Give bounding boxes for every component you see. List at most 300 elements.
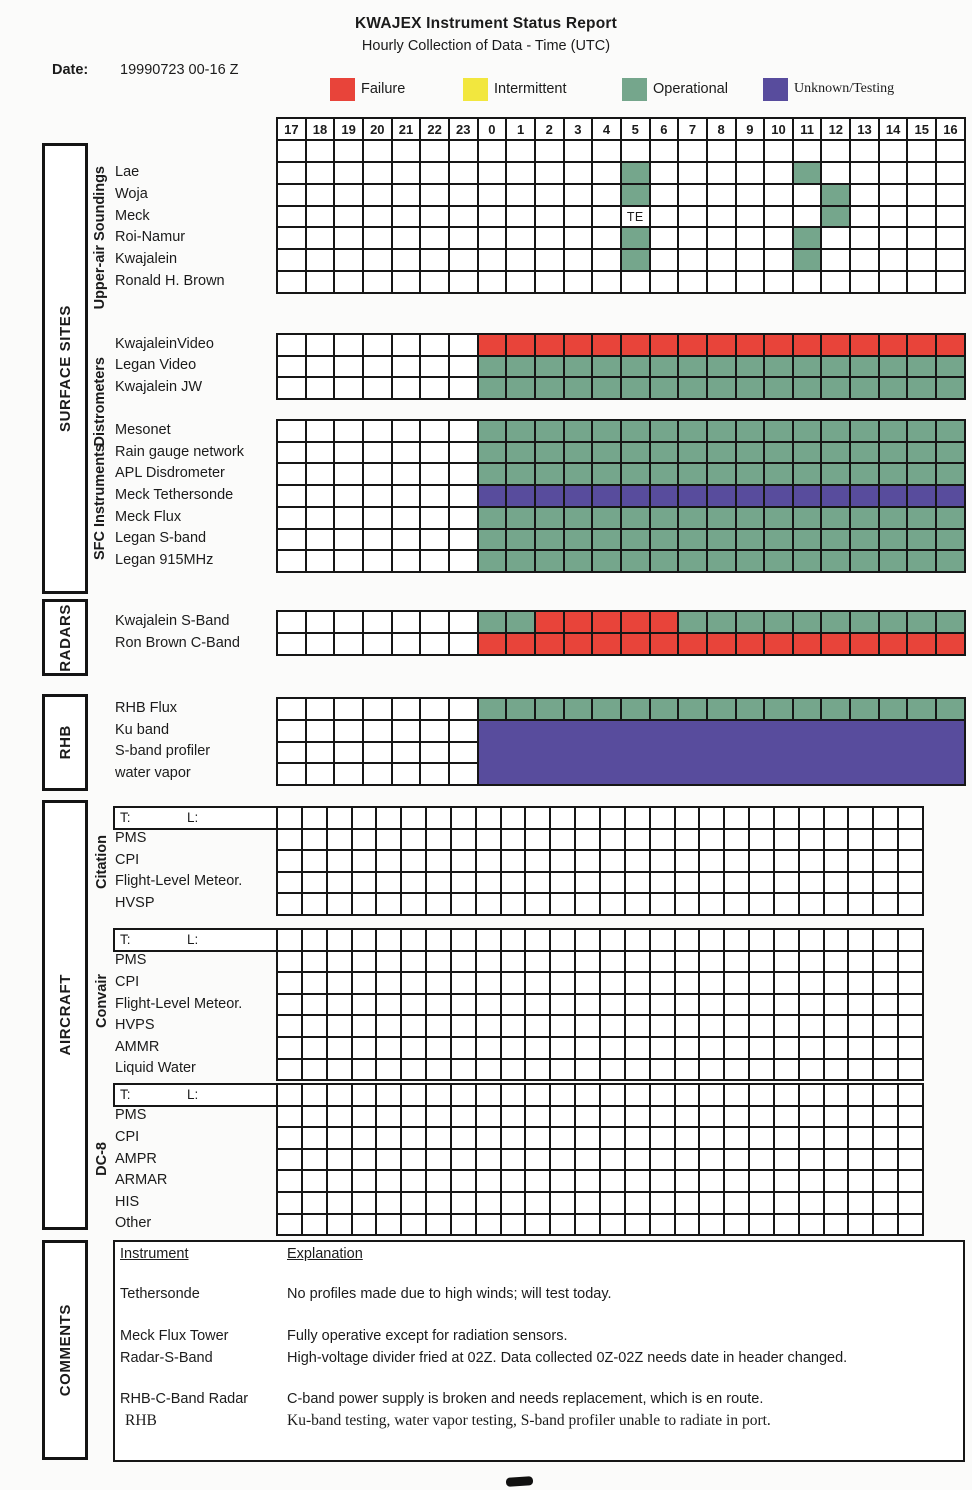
status-cell [277, 485, 306, 507]
grid-convair-trow [113, 928, 924, 952]
status-cell [793, 420, 822, 442]
status-cell [724, 972, 749, 994]
status-cell [675, 1059, 700, 1081]
status-cell [449, 698, 478, 720]
status-cell [936, 334, 965, 356]
status-cell [898, 1084, 923, 1106]
status-cell [277, 442, 306, 464]
status-cell [879, 162, 908, 184]
status-cell [873, 994, 898, 1016]
status-cell [850, 633, 879, 655]
status-cell [376, 1214, 401, 1236]
status-cell [764, 162, 793, 184]
status-cell [420, 420, 449, 442]
status-cell [749, 1127, 774, 1149]
status-cell [650, 377, 679, 399]
status-cell [506, 507, 535, 529]
status-cell [306, 611, 335, 633]
status-cell [699, 1192, 724, 1214]
status-cell [650, 334, 679, 356]
status-cell [550, 1106, 575, 1128]
comment-row [115, 1286, 963, 1308]
status-cell [451, 1170, 476, 1192]
subgroup-label-text: Convair [94, 974, 110, 1028]
status-cell [478, 507, 507, 529]
status-cell [821, 162, 850, 184]
status-cell [525, 1106, 550, 1128]
status-cell [277, 249, 306, 271]
status-cell [600, 1084, 625, 1106]
date-label: Date: [52, 62, 89, 78]
status-cell [592, 271, 621, 293]
status-cell [764, 442, 793, 464]
status-cell [749, 1170, 774, 1192]
status-cell [476, 1106, 501, 1128]
status-cell [898, 1037, 923, 1059]
status-cell [327, 1192, 352, 1214]
status-cell [724, 929, 749, 951]
status-cell [879, 442, 908, 464]
status-cell [699, 929, 724, 951]
status-cell [449, 334, 478, 356]
status-cell [277, 271, 306, 293]
status-cell [506, 377, 535, 399]
status-cell [550, 829, 575, 851]
status-cell [799, 951, 824, 973]
status-cell [564, 633, 593, 655]
status-cell [724, 1127, 749, 1149]
status-cell [535, 611, 564, 633]
status-cell [678, 507, 707, 529]
status-cell [363, 249, 392, 271]
status-cell [824, 1059, 849, 1081]
status-cell [449, 162, 478, 184]
status-cell [749, 994, 774, 1016]
grid-dc8-trow [113, 1083, 924, 1107]
status-cell [392, 420, 421, 442]
status-cell [879, 485, 908, 507]
status-cell [376, 850, 401, 872]
status-cell [476, 829, 501, 851]
grid-row [277, 1170, 923, 1192]
grid-row [277, 951, 923, 973]
status-cell [675, 1214, 700, 1236]
status-cell [501, 872, 526, 894]
status-cell [650, 420, 679, 442]
row-label: Rain gauge network [115, 443, 244, 460]
status-cell [736, 249, 765, 271]
status-cell [600, 972, 625, 994]
status-cell [724, 1149, 749, 1171]
status-cell [352, 893, 377, 915]
status-cell [277, 872, 302, 894]
status-cell [936, 420, 965, 442]
grid-row [277, 356, 965, 378]
status-cell [774, 994, 799, 1016]
row-label: Lae [115, 163, 140, 180]
comments-header-explanation: Explanation [287, 1246, 363, 1262]
status-cell [363, 763, 392, 785]
status-cell [848, 1192, 873, 1214]
status-cell [650, 893, 675, 915]
status-cell [724, 1214, 749, 1236]
status-cell [907, 249, 936, 271]
status-cell [936, 611, 965, 633]
status-cell [879, 507, 908, 529]
status-cell [334, 633, 363, 655]
status-cell [650, 1149, 675, 1171]
status-cell [793, 162, 822, 184]
status-cell [277, 807, 302, 829]
status-cell [799, 1170, 824, 1192]
status-cell [907, 334, 936, 356]
status-cell [650, 1037, 675, 1059]
comment-explanation: C-band power supply is broken and needs replacement, which is en route. [287, 1391, 764, 1407]
status-cell [376, 929, 401, 951]
status-cell [850, 227, 879, 249]
status-cell [352, 929, 377, 951]
row-label: HIS [115, 1193, 140, 1210]
status-cell [774, 972, 799, 994]
status-cell [334, 377, 363, 399]
status-cell [850, 249, 879, 271]
status-cell [277, 850, 302, 872]
status-cell [376, 1127, 401, 1149]
status-cell [724, 1106, 749, 1128]
hour-cell: 11 [793, 118, 822, 140]
row-label: Legan 915MHz [115, 552, 214, 569]
hour-cell: 22 [420, 118, 449, 140]
status-cell [449, 420, 478, 442]
status-cell [592, 334, 621, 356]
status-cell [352, 1214, 377, 1236]
status-cell [575, 972, 600, 994]
status-cell [302, 1127, 327, 1149]
sidebar-group-aircraft [42, 800, 88, 1230]
comments-header-instrument: Instrument [120, 1246, 189, 1262]
status-cell [724, 829, 749, 851]
status-cell [564, 485, 593, 507]
status-cell [277, 463, 306, 485]
status-cell [907, 140, 936, 162]
status-cell [850, 377, 879, 399]
status-cell [506, 140, 535, 162]
grid-row [277, 850, 923, 872]
status-cell [621, 162, 650, 184]
status-cell [650, 227, 679, 249]
status-cell [392, 742, 421, 764]
status-cell [592, 227, 621, 249]
status-cell [873, 1037, 898, 1059]
status-cell [824, 1127, 849, 1149]
status-cell [363, 720, 392, 742]
status-cell [535, 206, 564, 228]
status-cell [564, 611, 593, 633]
sidebar-group-rhb [42, 694, 88, 791]
status-cell [327, 929, 352, 951]
status-cell [764, 227, 793, 249]
status-cell [306, 249, 335, 271]
status-cell [850, 206, 879, 228]
status-cell [575, 1170, 600, 1192]
status-cell [848, 850, 873, 872]
status-cell [824, 1170, 849, 1192]
status-cell [451, 1149, 476, 1171]
hour-cell: 9 [736, 118, 765, 140]
status-cell [678, 271, 707, 293]
status-cell [476, 1192, 501, 1214]
status-cell [799, 1015, 824, 1037]
status-cell [550, 951, 575, 973]
status-cell [650, 507, 679, 529]
status-cell [363, 485, 392, 507]
status-cell [476, 1149, 501, 1171]
status-cell [334, 611, 363, 633]
status-cell [821, 271, 850, 293]
status-cell [525, 1037, 550, 1059]
status-cell [774, 1214, 799, 1236]
status-cell [451, 850, 476, 872]
hour-header [276, 117, 966, 141]
status-cell [707, 442, 736, 464]
status-cell [736, 507, 765, 529]
status-cell [564, 377, 593, 399]
status-cell [678, 206, 707, 228]
status-cell [476, 929, 501, 951]
status-cell [535, 356, 564, 378]
status-cell [426, 1059, 451, 1081]
status-cell [678, 442, 707, 464]
status-cell [824, 893, 849, 915]
status-cell [451, 994, 476, 1016]
hour-cell: 21 [392, 118, 421, 140]
comment-instrument: RHB-C-Band Radar [120, 1391, 249, 1407]
status-cell [824, 872, 849, 894]
takeoff-label: T: [120, 1087, 131, 1103]
status-cell [824, 972, 849, 994]
status-cell [506, 529, 535, 551]
status-cell [821, 227, 850, 249]
status-cell [564, 162, 593, 184]
status-cell [306, 334, 335, 356]
status-cell [451, 1214, 476, 1236]
status-cell [848, 994, 873, 1016]
status-cell [401, 1059, 426, 1081]
subgroup-label-text: Upper-air Soundings [92, 166, 108, 310]
row-label: Flight-Level Meteor. [115, 873, 243, 890]
status-cell [650, 929, 675, 951]
status-cell [420, 227, 449, 249]
status-cell [302, 951, 327, 973]
status-cell [749, 1059, 774, 1081]
status-cell [575, 1015, 600, 1037]
status-cell [277, 1059, 302, 1081]
status-cell [501, 807, 526, 829]
status-cell [277, 420, 306, 442]
hour-cell: 3 [564, 118, 593, 140]
status-cell [799, 1214, 824, 1236]
status-cell [799, 893, 824, 915]
status-cell [592, 356, 621, 378]
hour-cell: 12 [821, 118, 850, 140]
status-cell [848, 929, 873, 951]
subgroup-label-text: Citation [94, 835, 110, 889]
status-cell [821, 611, 850, 633]
status-cell [426, 929, 451, 951]
status-cell [550, 1037, 575, 1059]
status-cell [334, 140, 363, 162]
status-cell [363, 334, 392, 356]
row-label: water vapor [115, 765, 191, 782]
legend-label: Unknown/Testing [794, 81, 895, 96]
status-cell [302, 972, 327, 994]
takeoff-landing-cell [114, 1084, 277, 1106]
status-cell [506, 227, 535, 249]
status-cell [420, 742, 449, 764]
landing-label: L: [187, 810, 199, 826]
status-cell [449, 227, 478, 249]
status-cell [592, 529, 621, 551]
status-cell [478, 356, 507, 378]
status-cell [764, 334, 793, 356]
legend-swatch [330, 78, 355, 101]
status-cell [401, 994, 426, 1016]
status-cell [392, 206, 421, 228]
status-cell [793, 485, 822, 507]
status-cell [600, 1170, 625, 1192]
status-cell [550, 807, 575, 829]
status-cell [592, 507, 621, 529]
status-cell [625, 829, 650, 851]
hour-cell: 23 [449, 118, 478, 140]
status-cell [306, 162, 335, 184]
status-cell [678, 249, 707, 271]
status-cell [749, 1015, 774, 1037]
status-cell [621, 529, 650, 551]
status-cell [506, 420, 535, 442]
status-cell [334, 206, 363, 228]
status-cell [501, 1084, 526, 1106]
status-cell [426, 1106, 451, 1128]
status-cell [476, 1037, 501, 1059]
status-cell [749, 1084, 774, 1106]
status-cell [678, 227, 707, 249]
status-cell [650, 1106, 675, 1128]
status-cell [675, 1170, 700, 1192]
landing-label: L: [187, 932, 199, 948]
status-cell [392, 442, 421, 464]
status-cell [749, 807, 774, 829]
status-cell [707, 184, 736, 206]
status-cell [898, 893, 923, 915]
status-cell [352, 1015, 377, 1037]
status-cell [621, 184, 650, 206]
status-cell [564, 698, 593, 720]
status-cell [936, 698, 965, 720]
status-cell [535, 377, 564, 399]
grid-row [277, 1037, 923, 1059]
status-cell [327, 1059, 352, 1081]
status-cell [625, 1084, 650, 1106]
status-cell [277, 1015, 302, 1037]
status-cell [451, 829, 476, 851]
status-cell [821, 442, 850, 464]
status-cell [621, 442, 650, 464]
status-cell [592, 140, 621, 162]
status-cell [426, 829, 451, 851]
row-label: Mesonet [115, 421, 171, 438]
grid-radars [276, 610, 966, 656]
grid-sfc [276, 419, 966, 573]
status-cell [936, 550, 965, 572]
status-cell [879, 377, 908, 399]
status-cell [478, 334, 507, 356]
status-cell [449, 140, 478, 162]
row-label: CPI [115, 851, 140, 868]
status-cell [302, 1059, 327, 1081]
status-cell [678, 377, 707, 399]
status-cell [478, 611, 507, 633]
comment-instrument: Meck Flux Tower [120, 1328, 229, 1344]
status-cell [707, 356, 736, 378]
status-cell [451, 1037, 476, 1059]
status-cell [334, 463, 363, 485]
status-cell [675, 1084, 700, 1106]
subgroup-label-convair [90, 942, 114, 1060]
status-cell [625, 972, 650, 994]
status-cell [936, 442, 965, 464]
status-cell [363, 206, 392, 228]
status-cell [907, 162, 936, 184]
status-cell [793, 206, 822, 228]
status-cell [352, 994, 377, 1016]
status-cell [327, 1149, 352, 1171]
status-cell [907, 377, 936, 399]
status-cell [707, 249, 736, 271]
status-cell [420, 140, 449, 162]
status-cell [749, 1149, 774, 1171]
status-cell [401, 972, 426, 994]
status-cell [550, 1059, 575, 1081]
row-label: Meck Tethersonde [115, 486, 234, 503]
status-cell [707, 550, 736, 572]
status-cell [277, 529, 306, 551]
status-cell [420, 184, 449, 206]
status-cell [898, 1149, 923, 1171]
subgroup-label-upper-air [88, 143, 112, 333]
status-cell [675, 951, 700, 973]
status-cell [392, 271, 421, 293]
hour-cell: 4 [592, 118, 621, 140]
status-cell [550, 872, 575, 894]
status-cell [451, 872, 476, 894]
status-cell [650, 807, 675, 829]
status-cell [650, 442, 679, 464]
status-cell [774, 1192, 799, 1214]
status-cell [420, 334, 449, 356]
legend-swatch [622, 78, 647, 101]
status-cell [352, 972, 377, 994]
grid-row [277, 249, 965, 271]
status-cell [793, 184, 822, 206]
status-cell [535, 249, 564, 271]
status-cell [550, 994, 575, 1016]
status-cell [327, 1084, 352, 1106]
status-cell [724, 951, 749, 973]
status-cell [678, 420, 707, 442]
status-cell [575, 1127, 600, 1149]
status-cell [936, 249, 965, 271]
